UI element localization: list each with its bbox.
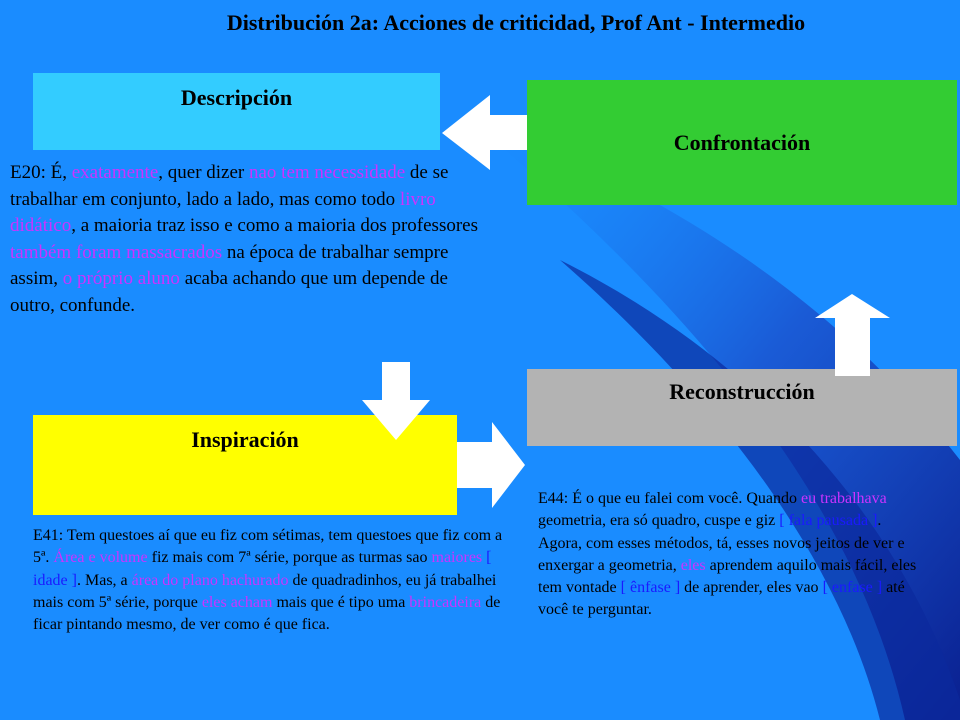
inspiracion-label: Inspiración — [191, 427, 299, 452]
left-arrow — [442, 95, 527, 170]
descripcion-label: Descripción — [180, 85, 293, 110]
highlighted-term: maiores — [431, 549, 483, 567]
annotation-bracket: [ ênfase ] — [620, 579, 681, 597]
quote-e20 — [10, 160, 490, 319]
quote-text: de ficar pintando mesmo, de ver como é que fica. — [33, 593, 501, 634]
quote-text: E20: É, — [10, 162, 72, 183]
quote-text: . Mas, a — [76, 571, 132, 589]
annotation-bracket: [ fala pausada ] — [779, 512, 878, 530]
highlighted-term: eu trabalhava — [801, 490, 887, 507]
confrontacion-label: Confrontación — [673, 129, 811, 155]
reconstruccion-label: Reconstrucción — [669, 379, 815, 404]
highlighted-term: exatamente — [71, 162, 159, 183]
quote-text: , quer dizer — [158, 162, 249, 183]
quote-text: de aprender, eles vao — [680, 579, 823, 597]
highlighted-term: livro didático — [10, 188, 436, 236]
slide-title: Distribución 2a: Acciones de criticidad, Prof Ant - Intermedio — [226, 10, 806, 35]
highlighted-term: também foram massacrados — [10, 241, 223, 263]
quote-text: , a maioria traz isso e como a maioria dos professores — [71, 215, 478, 236]
quote-e44 — [538, 488, 928, 622]
quote-text: mais que é tipo uma — [272, 593, 410, 611]
highlighted-term: brincadeira — [409, 593, 482, 611]
highlighted-term: nao tem necessidade — [249, 162, 406, 183]
quote-e41 — [33, 525, 503, 636]
annotation-bracket: [ idade ] — [33, 549, 492, 589]
quote-text: acaba achando que um depende de outro, confunde. — [10, 268, 448, 316]
quote-text: até você te perguntar. — [538, 579, 905, 619]
up-arrow — [815, 294, 890, 376]
right-arrow — [457, 422, 525, 508]
highlighted-term: eles — [680, 556, 706, 574]
quote-text: aprendem aquilo mais fácil, eles tem vontade — [538, 556, 917, 597]
quote-text: E44: É o que eu falei com você. Quando — [538, 490, 802, 507]
quote-text: . Agora, com esses métodos, tá, esses novos jeitos de ver e enxergar a geometria, — [538, 512, 905, 574]
quote-text: geometria, era só quadro, cuspe e giz — [538, 512, 780, 530]
quote-text: de quadradinhos, eu já trabalhei mais com 5ª série, porque — [33, 571, 497, 611]
highlighted-term: Área e volume — [53, 549, 148, 567]
highlighted-term: área do plano hachurado — [131, 571, 289, 589]
quote-text: na época de trabalhar sempre assim, — [10, 241, 449, 289]
highlighted-term: o próprio aluno — [62, 268, 180, 289]
highlighted-term: eles acham — [201, 593, 273, 611]
annotation-bracket: [ enfase ] — [822, 579, 883, 597]
quote-text: fiz mais com 7ª série, porque as turmas sao — [147, 549, 432, 567]
quote-text: E41: Tem questoes aí que eu fiz com sétimas, tem questoes que fiz com a 5ª. — [33, 527, 503, 567]
quote-text: de se trabalhar em conjunto, lado a lado, mas como todo — [10, 162, 449, 210]
down-arrow — [362, 362, 430, 440]
